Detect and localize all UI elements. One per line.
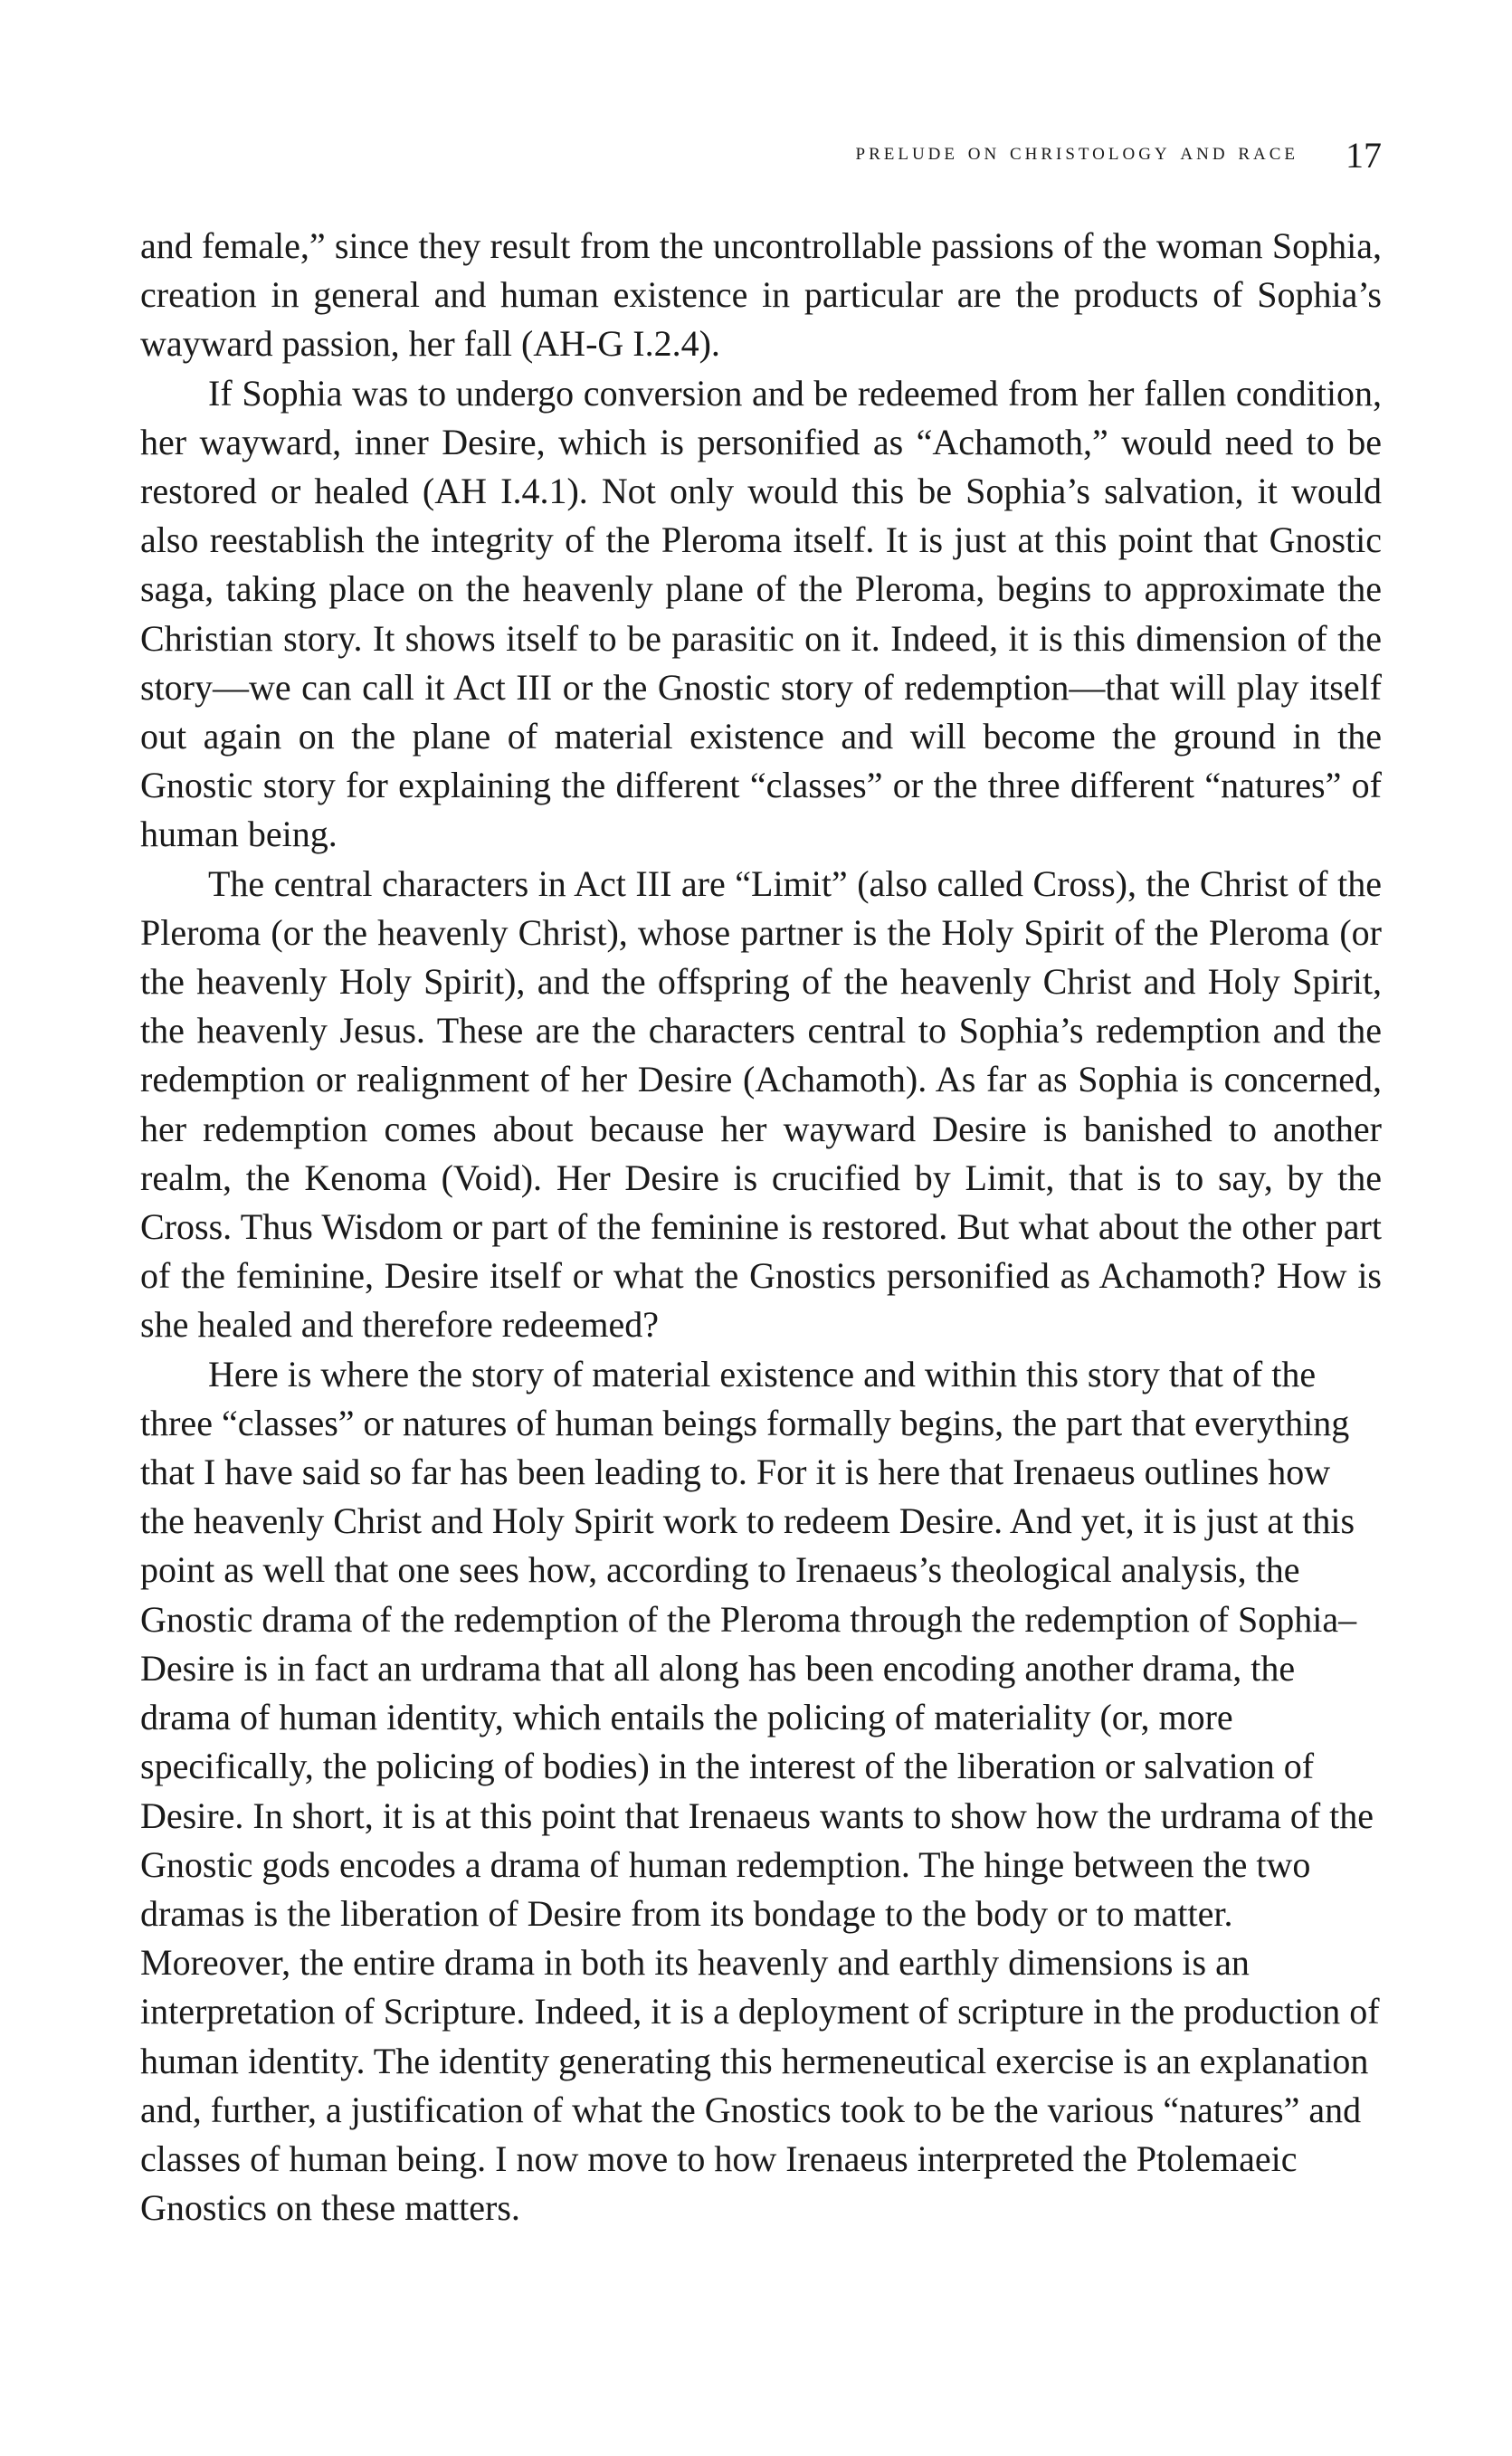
page-number: 17 (1346, 135, 1382, 176)
paragraph-continued: and female,” since they result from the uncontrollable passions of the woman Sophia, creation in general and human existence in particular are the products of Sophia’s wayward passion, her fall (AH-G I.2.4). (140, 225, 1382, 365)
page-body (140, 222, 1382, 2232)
running-head (140, 135, 1382, 176)
paragraph-sophia-conversion: If Sophia was to undergo conversion and be redeemed from her fallen condition, her wayward, inner Desire, which is personified as “Achamoth,” would need to be restored or healed (AH I.4.1). Not only would this be Sophia’s salvation, it would also reestablish the integrity of the Pleroma itself. It is just at this point that Gnostic saga, taking place on the heavenly plane of the Pleroma, begins to approximate the Christian story. It shows itself to be parasitic on it. Indeed, it is this dimension of the story—we can call it Act III or the Gnostic story of redemption—that will play itself out again on the plane of material existence and will become the ground in the Gnostic story for explaining the different “classes” or the three different “natures” of human being. (140, 372, 1382, 855)
running-title: prelude on christology and race (855, 138, 1298, 165)
paragraph-act-three-characters: The central characters in Act III are “Limit” (also called Cross), the Christ of the Pleroma (or the heavenly Christ), whose partner is the Holy Spirit of the Pleroma (or the heavenly Holy Spirit), and the offspring of the heavenly Christ and Holy Spirit, the heavenly Jesus. These are the characters central to Sophia’s redemption and the redemption or realignment of her Desire (Achamoth). As far as Sophia is concerned, her redemption comes about because her wayward Desire is banished to another realm, the Kenoma (Void). Her Desire is crucified by Limit, that is to say, by the Cross. Thus Wisdom or part of the feminine is restored. But what about the other part of the feminine, Desire itself or what the Gnostics personified as Achamoth? How is she healed and therefore redeemed? (140, 862, 1382, 1346)
paragraph-material-existence: Here is where the story of material existence and within this story that of the three “classes” or natures of human beings formally begins, the part that everything that I have said so far has been leading to. For it is here that Irenaeus outlines how the heavenly Christ and Holy Spirit work to redeem Desire. And yet, it is just at this point as well that one sees how, according to Irenaeus’s theological analysis, the Gnostic drama of the redemption of the Pleroma through the redemption of Sophia–Desire is in fact an urdrama that all along has been encoding another drama, the drama of human identity, which entails the policing of materiality (or, more specifically, the policing of bodies) in the interest of the liberation or salvation of Desire. In short, it is at this point that Irenaeus wants to show how the urdrama of the Gnostic gods encodes a drama of human redemption. The hinge between the two dramas is the liberation of Desire from its bondage to the body or to matter. Moreover, the entire drama in both its heavenly and earthly dimensions is an interpretation of Scripture. Indeed, it is a deployment of scripture in the production of human identity. The identity generating this hermeneutical exercise is an explanation and, further, a justification of what the Gnostics took to be the various “natures” and classes of human being. I now move to how Irenaeus interpreted the Ptolemaeic Gnostics on these matters. (140, 1353, 1380, 2229)
